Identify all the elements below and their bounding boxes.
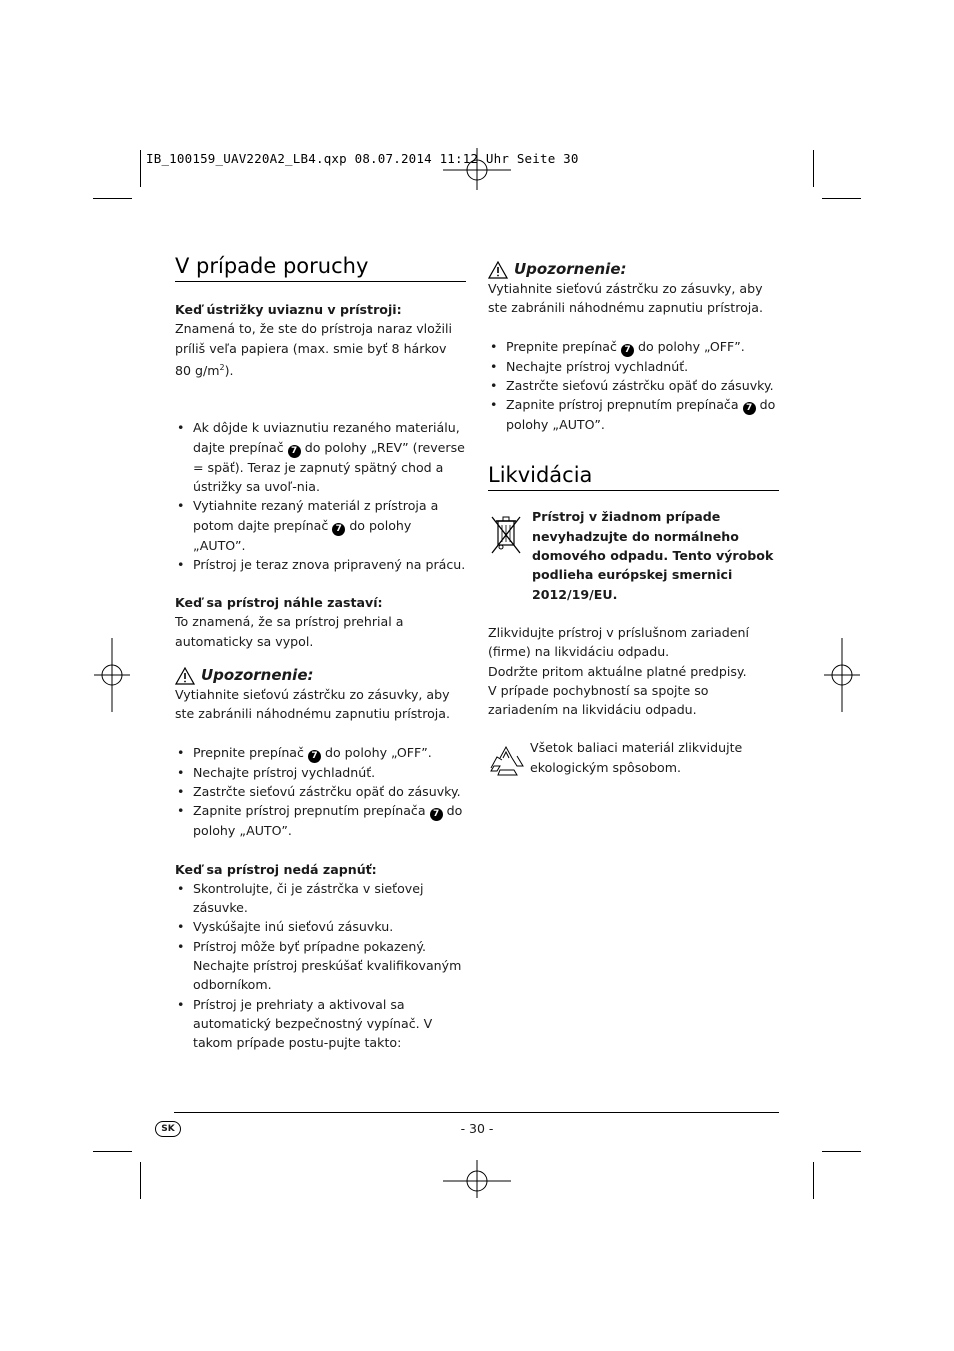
recycle-icon bbox=[488, 742, 526, 778]
switch-number-badge: 7 bbox=[332, 523, 345, 536]
list-item: • Nechajte prístroj vychladnúť. bbox=[488, 357, 779, 376]
registration-mark-icon bbox=[437, 1160, 517, 1200]
list-item: • Prepnite prepínač 7 do polohy „OFF”. bbox=[175, 743, 466, 763]
list-item: • Zapnite prístroj prepnutím prepínača 7 do polohy „AUTO”. bbox=[488, 395, 779, 434]
warning-heading: Upozornenie: bbox=[488, 259, 779, 279]
footer-rule bbox=[174, 1112, 779, 1113]
list-item: • Vytiahnite rezaný materiál z prístroja a potom dajte prepínač 7 do polohy „AUTO”. bbox=[175, 496, 466, 555]
registration-mark-icon bbox=[92, 636, 132, 714]
bullet-list bbox=[175, 743, 466, 841]
bullet-list bbox=[175, 418, 466, 574]
list-item: • Vyskúšajte inú sieťovú zásuvku. bbox=[175, 917, 466, 936]
paragraph: V prípade pochybností sa spojte so zariadením na likvidáciu odpadu. bbox=[488, 682, 709, 718]
recycle-text: Všetok baliaci materiál zlikvidujte ekologickým spôsobom. bbox=[530, 740, 743, 775]
paragraph: Vytiahnite sieťovú zástrčku zo zásuvky, aby ste zabránili náhodnému zapnutiu prístroja. bbox=[175, 687, 451, 722]
right-column bbox=[488, 259, 779, 778]
paragraph: Znamená to, že ste do prístroja naraz vložili príliš veľa papiera (max. smie byť 8 hárkov 80 $g/m^2$). bbox=[175, 321, 452, 379]
left-column bbox=[175, 253, 466, 1053]
switch-number-badge: 7 bbox=[743, 402, 756, 415]
bullet-list bbox=[488, 337, 779, 435]
subsection-title: Keď ústrižky uviaznu v prístroji: bbox=[175, 302, 402, 317]
paragraph: Zlikvidujte prístroj v príslušnom zariadení (firme) na likvidáciu odpadu. bbox=[488, 624, 749, 660]
warning-triangle-icon bbox=[488, 261, 508, 279]
list-item: • Skontrolujte, či je zástrčka v sieťovej zásuvke. bbox=[175, 879, 466, 918]
paragraph: Vytiahnite sieťovú zástrčku zo zásuvky, aby ste zabránili náhodnému zapnutiu prístroja. bbox=[488, 281, 764, 316]
weee-notice bbox=[488, 507, 779, 603]
paragraph: Dodržte pritom aktuálne platné predpisy. bbox=[488, 663, 747, 679]
subsection-title: Keď sa prístroj náhle zastaví: bbox=[175, 595, 383, 611]
section-heading: V prípade poruchy bbox=[175, 253, 466, 282]
warning-heading: Upozornenie: bbox=[175, 665, 466, 685]
weee-text: Prístroj v žiadnom prípade nevyhadzujte do normálneho domového odpadu. Tento výrobok podlieha európskej smernici 2012/19/EU. bbox=[532, 509, 774, 602]
list-item: • Prístroj je prehriaty a aktivoval sa automatický bezpečnostný vypínač. V takom prípade postu-pujte takto: bbox=[175, 995, 466, 1053]
recycling-notice bbox=[488, 738, 779, 778]
section-heading: Likvidácia bbox=[488, 462, 779, 491]
list-item: • Prístroj je teraz znova pripravený na prácu. bbox=[175, 555, 466, 574]
page-number: - 30 - bbox=[460, 1121, 494, 1136]
warning-triangle-icon bbox=[175, 667, 195, 685]
list-item: • Prístroj môže byť prípadne pokazený. Nechajte prístroj preskúšať kvalifikovaným odborníkom. bbox=[175, 937, 466, 995]
list-item: • Zastrčte sieťovú zástrčku opäť do zásuvky. bbox=[175, 782, 466, 801]
crossed-bin-icon bbox=[488, 513, 524, 559]
switch-number-badge: 7 bbox=[430, 808, 443, 821]
list-item: • Nechajte prístroj vychladnúť. bbox=[175, 763, 466, 782]
switch-number-badge: 7 bbox=[621, 344, 634, 357]
list-item: • Zapnite prístroj prepnutím prepínača 7 do polohy „AUTO”. bbox=[175, 801, 466, 840]
subsection-title: Keď sa prístroj nedá zapnúť: bbox=[175, 861, 377, 877]
switch-number-badge: 7 bbox=[288, 445, 301, 458]
list-item: • Zastrčte sieťovú zástrčku opäť do zásuvky. bbox=[488, 376, 779, 395]
switch-number-badge: 7 bbox=[308, 750, 321, 763]
bullet-list bbox=[175, 879, 466, 1053]
print-slug: IB_100159_UAV220A2_LB4.qxp 08.07.2014 11:12 Uhr Seite 30 bbox=[146, 151, 579, 166]
registration-mark-icon bbox=[822, 636, 862, 714]
list-item: • Prepnite prepínač 7 do polohy „OFF”. bbox=[488, 337, 779, 357]
paragraph: To znamená, že sa prístroj prehrial a automaticky sa vypol. bbox=[175, 614, 404, 649]
language-badge: SK bbox=[155, 1121, 181, 1137]
list-item: • Ak dôjde k uviaznutiu rezaného materiálu, dajte prepínač 7 do polohy „REV” (reverse = späť). Teraz je zapnutý spätný chod a ústrižky sa uvoľ-nia. bbox=[175, 418, 466, 496]
